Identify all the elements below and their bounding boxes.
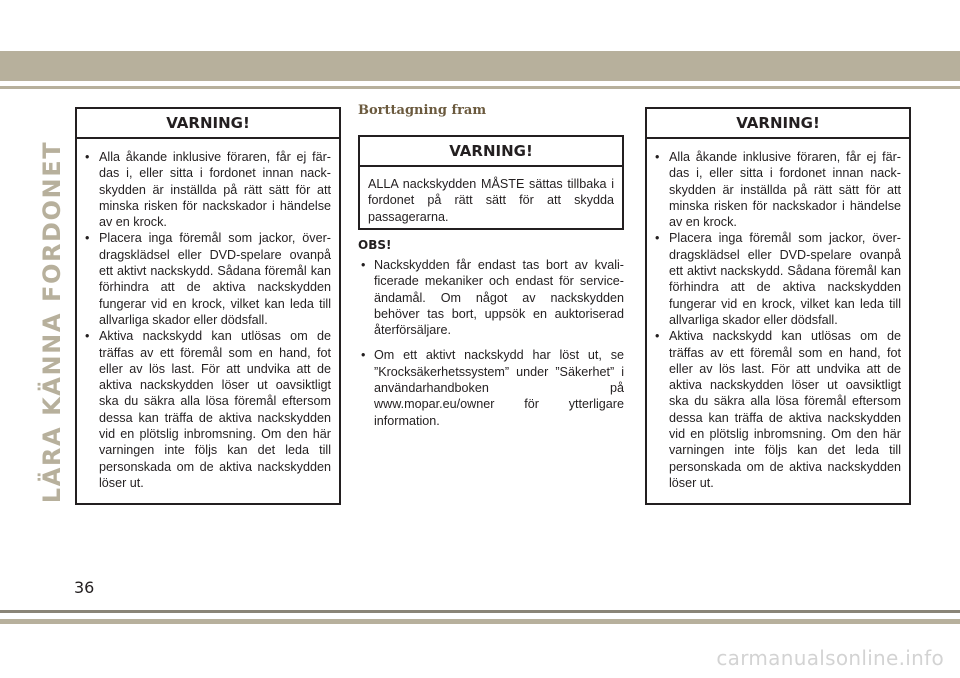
header-band <box>0 51 960 81</box>
footer-band <box>0 619 960 624</box>
right-warning-box <box>645 107 911 505</box>
chapter-side-title: LÄRA KÄNNA FORDONET <box>38 140 66 504</box>
section-title: Borttagning fram <box>358 103 487 118</box>
list-item: • Nackskydden får endast tas bort av kvali-ficerade mekaniker och endast för service-ändamål. Om något av nackskydden behöver tas bort, uppsök en auktoriserad återförsäljare. <box>358 257 624 338</box>
left-warning-box <box>75 107 341 505</box>
list-item: • Aktiva nackskydd kan utlösas om de träffas av ett föremål som en hand, fot eller av lös last. För att undvika att de aktiva nackskydden löser ut oavsiktligt ska du säkra alla lösa föremål eftersom dessa kan träffa de aktiva nackskydden vid en plötslig inbromsning. Om den här varningen inte följs kan det leda till personskada om de aktiva nackskydden löser ut. <box>85 328 331 491</box>
right-warning-list <box>647 139 909 491</box>
left-warning-heading: VARNING! <box>77 109 339 139</box>
list-item: • Placera inga föremål som jackor, över-dragsklädsel eller DVD-spelare ovanpå ett aktivt nackskydd. Sådana föremål kan förhindra att de aktiva nackskydden fungerar vid en krock, vilket kan leda till allvarliga skador eller dödsfall. <box>85 230 331 328</box>
list-item: • Alla åkande inklusive föraren, får ej fär-das i, eller sitta i fordonet innan nack-skydden är inställda på rätt sätt för att minska risken för nackskador i händelse av en krock. <box>85 149 331 230</box>
middle-warning-box <box>358 135 624 230</box>
header-rule <box>0 86 960 89</box>
right-warning-heading: VARNING! <box>647 109 909 139</box>
list-item: • Alla åkande inklusive föraren, får ej fär-das i, eller sitta i fordonet innan nack-skydden är inställda på rätt sätt för att minska risken för nackskador i händelse av en krock. <box>655 149 901 230</box>
obs-label: OBS! <box>358 238 392 252</box>
list-item: • Aktiva nackskydd kan utlösas om de träffas av ett föremål som en hand, fot eller av lös last. För att undvika att de aktiva nackskydden löser ut oavsiktligt ska du säkra alla lösa föremål eftersom dessa kan träffa de aktiva nackskydden vid en plötslig inbromsning. Om den här varningen inte följs kan det leda till personskada om de aktiva nackskydden löser ut. <box>655 328 901 491</box>
footer-rule <box>0 610 960 613</box>
list-item: • Om ett aktivt nackskydd har löst ut, se ”Krocksäkerhetssystem” under ”Säkerhet” i användarhandboken på www.mopar.eu/owner för ytterligare information. <box>358 347 624 428</box>
watermark: carmanualsonline.info <box>716 646 944 670</box>
left-warning-list <box>77 139 339 491</box>
middle-warning-text: ALLA nackskydden MÅSTE sättas tillbaka i fordonet på rätt sätt för att skydda passagerarna. <box>368 177 614 224</box>
obs-list <box>358 257 624 438</box>
middle-warning-heading: VARNING! <box>360 137 622 167</box>
list-item: • Placera inga föremål som jackor, över-dragsklädsel eller DVD-spelare ovanpå ett aktivt nackskydd. Sådana föremål kan förhindra att de aktiva nackskydden fungerar vid en krock, vilket kan leda till allvarliga skador eller dödsfall. <box>655 230 901 328</box>
page-number: 36 <box>74 578 95 597</box>
